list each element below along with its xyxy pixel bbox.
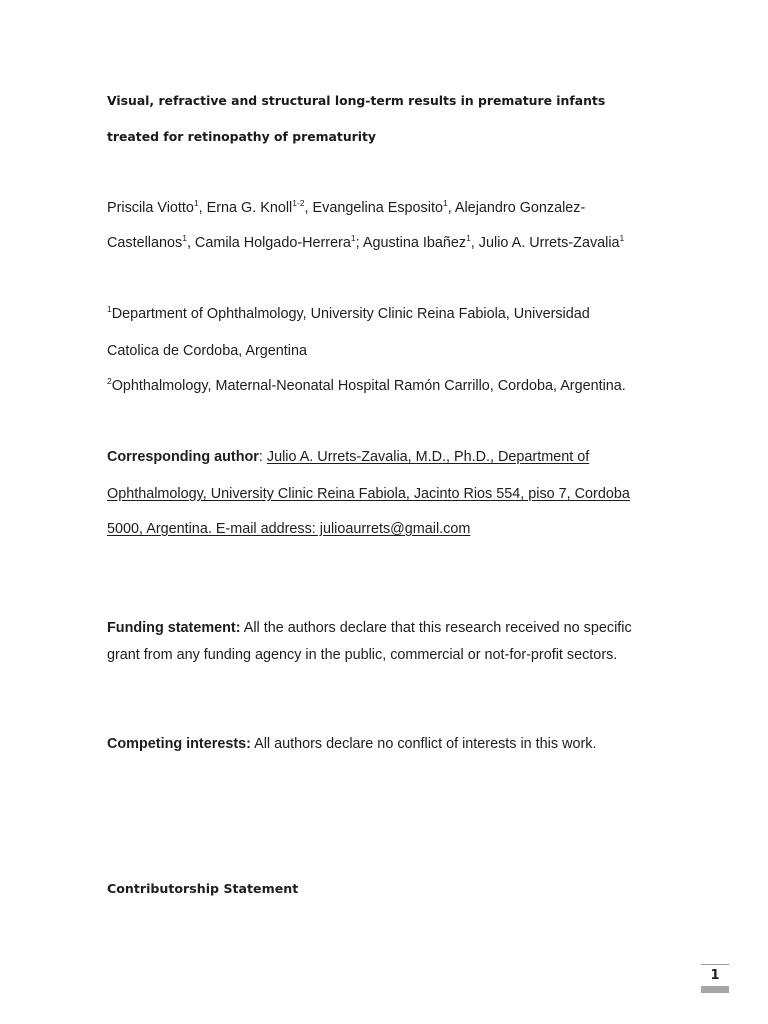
- competing-interests-label: Competing interests:: [107, 736, 251, 752]
- corresponding-author-line-1: [107, 448, 589, 466]
- author-name: Castellanos: [107, 235, 183, 251]
- author-name: , Julio A. Urrets-Zavalia: [470, 235, 620, 251]
- author-name: , Camila Holgado-Herrera: [186, 235, 351, 251]
- affiliation-text: Department of Ophthalmology, University Clinic Reina Fabiola, Universidad: [111, 306, 590, 322]
- author-affiliation-mark: 1: [619, 233, 625, 243]
- corresponding-author-line-3: 5000, Argentina. E-mail address: julioaurrets@gmail.com: [107, 521, 471, 537]
- affiliation-mark: 1: [107, 304, 112, 314]
- funding-statement-label: Funding statement:: [107, 620, 241, 636]
- corresponding-author-label: Corresponding author: [107, 449, 259, 465]
- affiliation-1-line-1: [107, 305, 590, 323]
- author-name: , Erna G. Knoll: [198, 200, 293, 216]
- funding-statement-line-2: grant from any funding agency in the public, commercial or not-for-profit sectors.: [107, 647, 618, 663]
- page-number-footer: [701, 964, 729, 994]
- author-affiliation-mark: 1: [350, 233, 356, 243]
- affiliation-text: Ophthalmology, Maternal-Neonatal Hospital Ramón Carrillo, Cordoba, Argentina.: [111, 378, 626, 394]
- footer-rule: [701, 964, 729, 965]
- author-affiliation-mark: 1: [193, 198, 199, 208]
- author-name: Priscila Viotto: [107, 200, 194, 216]
- paper-title-line-1: Visual, refractive and structural long-term results in premature infants: [107, 93, 606, 108]
- funding-statement-text: All the authors declare that this research received no specific: [240, 620, 632, 636]
- affiliation-1-line-2: Catolica de Cordoba, Argentina: [107, 343, 307, 359]
- page-number: 1: [710, 968, 720, 983]
- author-list-line-2: [107, 234, 624, 252]
- paper-title-line-2: treated for retinopathy of prematurity: [107, 129, 376, 144]
- corresponding-separator: :: [258, 449, 267, 465]
- author-affiliation-mark: 1-2: [292, 198, 305, 208]
- author-affiliation-mark: 1: [182, 233, 187, 243]
- author-name: , Alejandro Gonzalez-: [447, 200, 586, 216]
- corresponding-author-details: Julio A. Urrets-Zavalia, M.D., Ph.D., Department of: [266, 449, 590, 465]
- author-affiliation-mark: 1: [442, 198, 448, 208]
- corresponding-author-line-2: Ophthalmology, University Clinic Reina Fabiola, Jacinto Rios 554, piso 7, Cordoba: [107, 486, 630, 502]
- affiliation-mark: 2: [107, 376, 112, 386]
- competing-interests-text: All authors declare no conflict of interests in this work.: [250, 736, 597, 752]
- affiliation-2: [107, 377, 626, 395]
- funding-statement-line-1: [107, 619, 632, 637]
- author-list-line-1: [107, 199, 585, 217]
- author-affiliation-mark: 1: [466, 233, 471, 243]
- contributorship-heading: Contributorship Statement: [107, 881, 299, 896]
- footer-bar: [701, 986, 729, 993]
- competing-interests: [107, 735, 596, 753]
- author-name: ; Agustina Ibañez: [355, 235, 467, 251]
- author-name: , Evangelina Esposito: [304, 200, 443, 216]
